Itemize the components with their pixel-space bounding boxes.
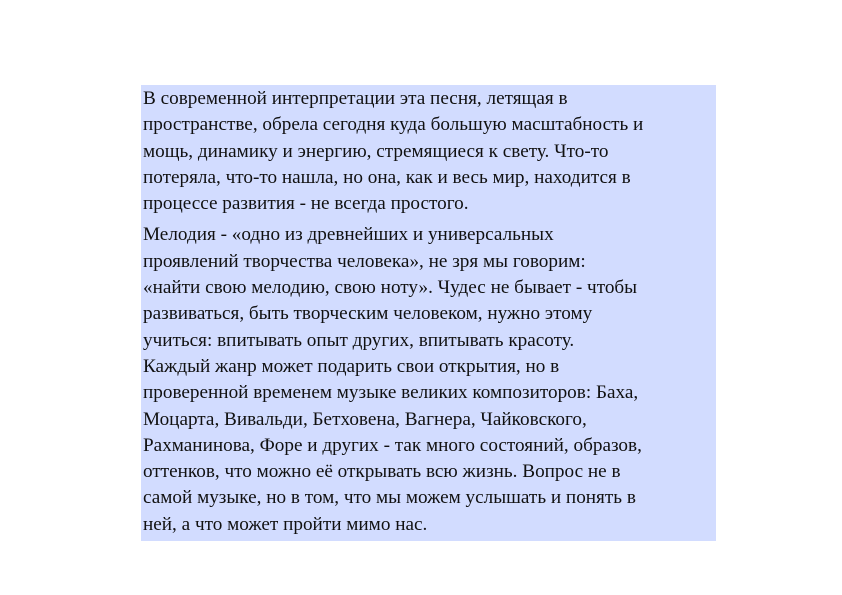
highlighted-text-block bbox=[141, 85, 716, 541]
text-line: Мелодия - «одно из древнейших и универсальных bbox=[143, 224, 554, 246]
text-line: пространстве, обрела сегодня куда большую масштабность и bbox=[143, 114, 644, 136]
text-line: самой музыке, но в том, что мы можем услышать и понять в bbox=[143, 487, 636, 509]
text-line: потеряла, что-то нашла, но она, как и весь мир, находится в bbox=[143, 166, 631, 188]
text-line: развиваться, быть творческим человеком, нужно этому bbox=[143, 303, 593, 325]
paragraph-2 bbox=[143, 222, 713, 538]
text-line: оттенков, что можно её открывать всю жизнь. Вопрос не в bbox=[143, 461, 621, 483]
text-line: ней, а что может пройти мимо нас. bbox=[143, 513, 428, 535]
text-line: «найти свою мелодию, свою ноту». Чудес не бывает - чтобы bbox=[143, 277, 638, 299]
text-line: проявлений творчества человека», не зря мы говорим: bbox=[143, 250, 586, 272]
text-line: проверенной временем музыке великих композиторов: Баха, bbox=[143, 382, 639, 404]
text-line: Каждый жанр может подарить свои открытия, но в bbox=[143, 355, 560, 377]
text-line: Моцарта, Вивальди, Бетховена, Вагнера, Чайковского, bbox=[143, 408, 587, 430]
text-line: процессе развития - не всегда простого. bbox=[143, 193, 469, 215]
text-line: Рахманинова, Форе и других - так много состояний, образов, bbox=[143, 434, 642, 456]
text-line: мощь, динамику и энергию, стремящиеся к свету. Что-то bbox=[143, 140, 609, 162]
text-line: учиться: впитывать опыт других, впитывать красоту. bbox=[143, 329, 575, 351]
paragraph-1 bbox=[143, 86, 713, 217]
text-line: В современной интерпретации эта песня, летящая в bbox=[143, 88, 568, 109]
